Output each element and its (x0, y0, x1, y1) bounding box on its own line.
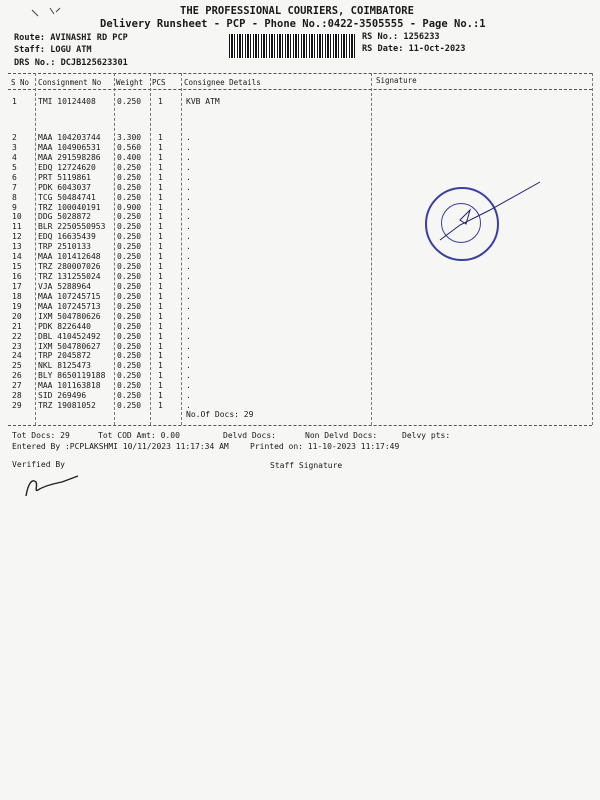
col-divider (592, 73, 593, 425)
cell-det: . (186, 291, 191, 301)
col-header-sno: S No (11, 78, 30, 87)
cell-det: . (186, 182, 191, 192)
table-bottom-rule (8, 425, 592, 426)
cell-det: . (186, 152, 191, 162)
cell-sno: 25 (12, 361, 22, 371)
cell-pcs: 1 (158, 272, 163, 282)
cell-cn: DDG 5028872 (38, 212, 91, 222)
cell-sno: 20 (12, 311, 22, 321)
tot-cod-amt: Tot COD Amt: 0.00 (98, 431, 180, 440)
cell-pcs: 1 (158, 351, 163, 361)
cell-sno: 9 (12, 202, 17, 212)
cell-wt: 0.250 (117, 192, 142, 202)
cell-wt: 0.250 (117, 301, 142, 311)
cell-pcs: 1 (158, 182, 163, 192)
verified-by: Verified By (12, 460, 65, 469)
cell-pcs: 1 (158, 371, 163, 381)
cell-cn: SID 269496 (38, 391, 87, 401)
cell-wt: 0.250 (117, 341, 142, 351)
cell-wt: 0.250 (117, 97, 142, 106)
cell-cn: MAA 101412648 (38, 252, 101, 262)
route-label: Route: AVINASHI RD PCP (14, 33, 128, 43)
cell-wt: 0.250 (117, 381, 142, 391)
staff-label: Staff: LOGU ATM (14, 45, 92, 55)
cell-sno: 5 (12, 162, 17, 172)
cell-pcs: 1 (158, 381, 163, 391)
cell-sno: 10 (12, 212, 22, 222)
cell-wt: 0.250 (117, 391, 142, 401)
cell-sno: 1 (12, 97, 17, 106)
col-divider (114, 73, 115, 425)
company-title: THE PROFESSIONAL COURIERS, COIMBATORE (180, 5, 414, 17)
cell-cn: NKL 8125473 (38, 361, 91, 371)
cell-sno: 4 (12, 152, 17, 162)
cell-wt: 0.560 (117, 142, 142, 152)
cell-cn: BLY 8650119188 (38, 371, 106, 381)
cell-det: . (186, 301, 191, 311)
cell-pcs: 1 (158, 133, 163, 142)
cell-det: . (186, 371, 191, 381)
cell-wt: 0.250 (117, 172, 142, 182)
cell-sno: 16 (12, 272, 22, 282)
cell-det: . (186, 142, 191, 152)
rs-date: RS Date: 11-Oct-2023 (362, 44, 466, 54)
cell-pcs: 1 (158, 212, 163, 222)
cell-sno: 2 (12, 133, 17, 142)
cell-det: . (186, 351, 191, 361)
table-header-rule (8, 89, 592, 90)
cell-sno: 28 (12, 391, 22, 401)
cell-wt: 3.300 (117, 133, 142, 142)
cell-wt: 0.250 (117, 222, 142, 232)
cell-cn: EDQ 12724620 (38, 162, 96, 172)
cell-cn: TCG 50484741 (38, 192, 96, 202)
cell-det: . (186, 133, 191, 142)
cell-wt: 0.250 (117, 262, 142, 272)
cell-det: . (186, 262, 191, 272)
entered-by: Entered By :PCPLAKSHMI 10/11/2023 11:17:34 AM (12, 442, 229, 451)
cell-wt: 0.250 (117, 232, 142, 242)
cell-sno: 24 (12, 351, 22, 361)
cell-cn: MAA 107245713 (38, 301, 101, 311)
cell-det: . (186, 242, 191, 252)
cell-pcs: 1 (158, 142, 163, 152)
cell-det: . (186, 272, 191, 282)
cell-wt: 0.250 (117, 311, 142, 321)
cell-pcs: 1 (158, 361, 163, 371)
cell-pcs: 1 (158, 291, 163, 301)
cell-wt: 0.250 (117, 291, 142, 301)
col-header-pcs: PCS (152, 78, 166, 87)
cell-sno: 21 (12, 321, 22, 331)
non-delvd-docs: Non Delvd Docs: (305, 431, 378, 440)
cell-det: . (186, 331, 191, 341)
cell-det: . (186, 321, 191, 331)
cell-pcs: 1 (158, 311, 163, 321)
cell-cn: IXM 504780627 (38, 341, 101, 351)
cell-cn: VJA 5288964 (38, 281, 91, 291)
cell-pcs: 1 (158, 252, 163, 262)
cell-wt: 0.250 (117, 321, 142, 331)
cell-cn: BLR 2250550953 (38, 222, 106, 232)
cell-pcs: 1 (158, 331, 163, 341)
printed-on: Printed on: 11-10-2023 11:17:49 (250, 442, 400, 451)
cell-det: . (186, 192, 191, 202)
cell-pcs: 1 (158, 391, 163, 401)
cell-pcs: 1 (158, 172, 163, 182)
cell-cn: TRZ 131255024 (38, 272, 101, 282)
cell-cn: PDK 6043037 (38, 182, 91, 192)
rs-number: RS No.: 1256233 (362, 32, 440, 42)
cell-cn: MAA 104906531 (38, 142, 101, 152)
cell-pcs: 1 (158, 341, 163, 351)
col-header-signature: Signature (376, 76, 417, 85)
cell-wt: 0.900 (117, 202, 142, 212)
cell-pcs: 1 (158, 97, 163, 106)
cell-pcs: 1 (158, 202, 163, 212)
cell-pcs: 1 (158, 401, 163, 411)
cell-cn: MAA 104203744 (38, 133, 101, 142)
cell-cn: TRZ 280007026 (38, 262, 101, 272)
staff-signature: Staff Signature (270, 461, 343, 470)
cell-det: . (186, 172, 191, 182)
runsheet-title: Delivery Runsheet - PCP - Phone No.:0422-3505555 - Page No.:1 (100, 18, 486, 30)
cell-cn: DBL 410452492 (38, 331, 101, 341)
cell-det: . (186, 401, 191, 411)
cell-cn: EDQ 16635439 (38, 232, 96, 242)
col-divider (35, 73, 36, 425)
cell-cn: MAA 291598286 (38, 152, 101, 162)
cell-sno: 26 (12, 371, 22, 381)
cell-wt: 0.250 (117, 351, 142, 361)
cell-sno: 22 (12, 331, 22, 341)
cell-pcs: 1 (158, 321, 163, 331)
cell-det: . (186, 222, 191, 232)
cell-sno: 19 (12, 301, 22, 311)
cell-wt: 0.250 (117, 371, 142, 381)
cell-wt: 0.400 (117, 152, 142, 162)
cell-det: . (186, 281, 191, 291)
delvd-docs: Delvd Docs: (223, 431, 276, 440)
cell-wt: 0.250 (117, 212, 142, 222)
cell-sno: 11 (12, 222, 22, 232)
cell-pcs: 1 (158, 232, 163, 242)
cell-det: . (186, 381, 191, 391)
col-header-weight: Weight (116, 78, 144, 87)
cell-sno: 15 (12, 262, 22, 272)
cell-det: . (186, 252, 191, 262)
cell-wt: 0.250 (117, 401, 142, 411)
cell-det: . (186, 391, 191, 401)
cell-cn: TRP 2045872 (38, 351, 91, 361)
cell-wt: 0.250 (117, 272, 142, 282)
cell-pcs: 1 (158, 301, 163, 311)
cell-pcs: 1 (158, 242, 163, 252)
barcode (229, 34, 355, 58)
drs-number: DRS No.: DCJB125623301 (14, 58, 128, 68)
cell-wt: 0.250 (117, 281, 142, 291)
cell-cn: PRT 5119861 (38, 172, 91, 182)
cell-wt: 0.250 (117, 252, 142, 262)
cell-sno: 18 (12, 291, 22, 301)
cell-det: . (186, 212, 191, 222)
cell-cn: TMI 10124408 (38, 97, 96, 106)
col-header-details: Consignee Details (184, 78, 261, 87)
cell-sno: 14 (12, 252, 22, 262)
cell-cn: TRZ 19081052 (38, 401, 96, 411)
cell-cn: MAA 101163818 (38, 381, 101, 391)
cell-cn: IXM 504780626 (38, 311, 101, 321)
cell-sno: 29 (12, 401, 22, 411)
cell-pcs: 1 (158, 192, 163, 202)
cell-cn: TRP 2510133 (38, 242, 91, 252)
cell-cn: TRZ 100040191 (38, 202, 101, 212)
col-divider (150, 73, 151, 425)
cell-wt: 0.250 (117, 361, 142, 371)
cell-det: . (186, 202, 191, 212)
delvy-pts: Delvy pts: (402, 431, 451, 440)
verified-signature (22, 470, 82, 500)
cell-pcs: 1 (158, 222, 163, 232)
cell-sno: 6 (12, 172, 17, 182)
cell-det: . (186, 162, 191, 172)
cell-wt: 0.250 (117, 331, 142, 341)
cell-wt: 0.250 (117, 182, 142, 192)
stamp-signature-stroke (430, 180, 545, 260)
col-divider (371, 73, 372, 425)
no-of-docs: No.Of Docs: 29 (186, 410, 254, 419)
cell-det: . (186, 341, 191, 351)
cell-pcs: 1 (158, 152, 163, 162)
cell-det: . (186, 232, 191, 242)
cell-det: . (186, 361, 191, 371)
cell-pcs: 1 (158, 162, 163, 172)
cell-cn: PDK 8226440 (38, 321, 91, 331)
col-header-consignment: Consignment No (38, 78, 102, 87)
cell-sno: 23 (12, 341, 22, 351)
table-top-rule (8, 73, 592, 74)
cell-wt: 0.250 (117, 242, 142, 252)
cell-sno: 17 (12, 281, 22, 291)
cell-cn: MAA 107245715 (38, 291, 101, 301)
tot-docs: Tot Docs: 29 (12, 431, 70, 440)
cell-sno: 12 (12, 232, 22, 242)
cell-wt: 0.250 (117, 162, 142, 172)
cell-det: KVB ATM (186, 97, 220, 106)
cell-sno: 13 (12, 242, 22, 252)
cell-pcs: 1 (158, 262, 163, 272)
cell-pcs: 1 (158, 281, 163, 291)
cell-sno: 8 (12, 192, 17, 202)
cell-sno: 7 (12, 182, 17, 192)
col-divider (181, 73, 182, 425)
cell-sno: 3 (12, 142, 17, 152)
cell-sno: 27 (12, 381, 22, 391)
scan-mark (30, 4, 70, 24)
cell-det: . (186, 311, 191, 321)
